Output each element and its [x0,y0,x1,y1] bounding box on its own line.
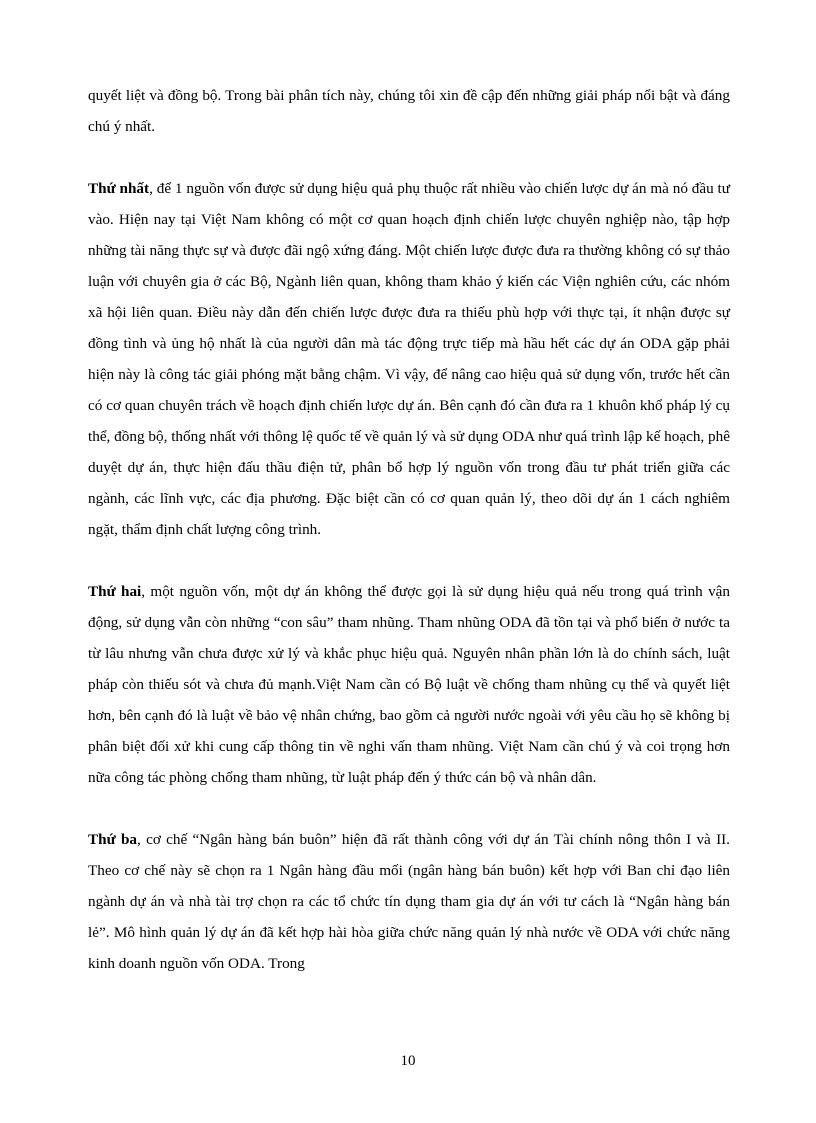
paragraph-first-lead: Thứ nhất [88,180,150,197]
paragraph-first-text: , để 1 nguồn vốn được sử dụng hiệu quả phụ thuộc rất nhiều vào chiến lược dự án mà nó đầu tư vào. Hiện nay tại Việt Nam không có một cơ quan hoạch định chiến lược chuyên nghiệp nào, tập hợp những tài năng thực sự và được đãi ngộ xứng đáng. Một chiến lược được đưa ra thường không có sự thảo luận với chuyên gia ở các Bộ, Ngành liên quan, không tham khảo ý kiến các Viện nghiên cứu, các nhóm xã hội liên quan. Điều này dẫn đến chiến lược được đưa ra thiếu phù hợp với thực tại, ít nhận được sự đồng tình và ủng hộ nhất là của người dân mà tác động trực tiếp mà hầu hết các dự án ODA gặp phải hiện này là công tác giải phóng mặt bằng chậm. Vì vậy, để nâng cao hiệu quả sử dụng vốn, trước hết cần có cơ quan chuyên trách về hoạch định chiến lược dự án. Bên cạnh đó cần đưa ra 1 khuôn khổ pháp lý cụ thể, đồng bộ, thống nhất với thông lệ quốc tế về quản lý và sử dụng ODA như quá trình lập kế hoạch, phê duyệt dự án, thực hiện đấu thầu điện tử, phân bổ hợp lý nguồn vốn trong đầu tư phát triển giữa các ngành, các lĩnh vực, các địa phương. Đặc biệt cần có cơ quan quản lý, theo dõi dự án 1 cách nghiêm ngặt, thẩm định chất lượng công trình. [88,180,730,538]
paragraph-second-lead: Thứ hai [88,583,142,600]
paragraph-intro [88,80,730,142]
paragraph-second-text: , một nguồn vốn, một dự án không thể được gọi là sử dụng hiệu quả nếu trong quá trình vận động, sử dụng vẫn còn những “con sâu” tham nhũng. Tham nhũng ODA đã tồn tại và phổ biến ở nước ta từ lâu nhưng vẫn chưa được xử lý và khắc phục hiệu quả. Nguyên nhân phần lớn là do chính sách, luật pháp còn thiếu sót và chưa đủ mạnh.Việt Nam cần có Bộ luật về chống tham nhũng cụ thể và quyết liệt hơn, bên cạnh đó là luật về bảo vệ nhân chứng, bao gồm cả người nước ngoài với yêu cầu họ sẽ không bị phân biệt đối xử khi cung cấp thông tin về nghi vấn tham nhũng. Việt Nam cần chú ý và coi trọng hơn nữa công tác phòng chống tham nhũng, từ luật pháp đến ý thức cán bộ và nhân dân. [88,583,731,786]
document-page [88,80,730,1010]
paragraph-third [88,824,730,979]
paragraph-third-lead: Thứ ba [88,831,138,848]
paragraph-intro-text: quyết liệt và đồng bộ. Trong bài phân tích này, chúng tôi xin đề cập đến những giải pháp nổi bật và đáng chú ý nhất. [88,87,730,135]
paragraph-third-text: , cơ chế “Ngân hàng bán buôn” hiện đã rất thành công với dự án Tài chính nông thôn I và II. Theo cơ chế này sẽ chọn ra 1 Ngân hàng đầu mối (ngân hàng bán buôn) kết hợp với Ban chỉ đạo liên ngành dự án và nhà tài trợ chọn ra các tổ chức tín dụng tham gia dự án với tư cách là “Ngân hàng bán lẻ”. Mô hình quản lý dự án đã kết hợp hài hòa giữa chức năng quản lý nhà nước về ODA với chức năng kinh doanh nguồn vốn ODA. Trong [88,831,730,972]
paragraph-first [88,173,730,545]
paragraph-second [88,576,730,793]
page-number: 10 [400,1053,416,1069]
